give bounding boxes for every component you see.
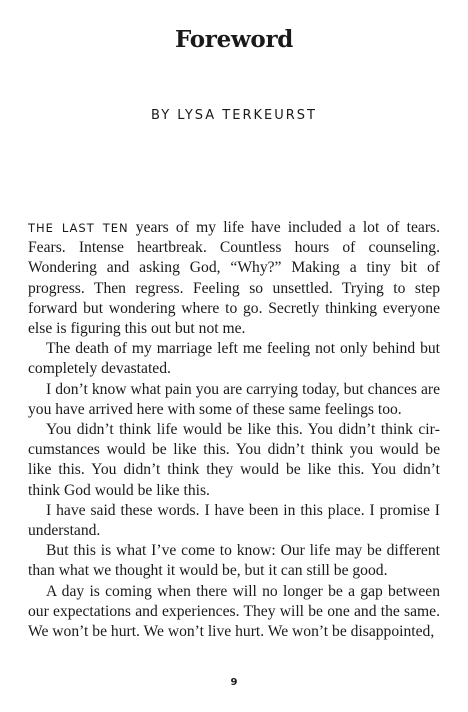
paragraph: I don’t know what pain you are carrying today, but chances are you have arrived here with some of these same feelings too.	[28, 380, 440, 418]
paragraph-text: years of my life have included a lot of tears. Fears. Intense heartbreak. Countless hours of counseling. Wondering and asking God, “Why?” Making a tiny bit of progress. Then regress. Feeling so unsettled. Trying to step forward but wondering where to go. Secretly thinking everyone else is figuring this out but not me.	[28, 219, 440, 338]
author-byline: BY LYSA TERKEURST	[151, 108, 317, 123]
page-number: 9	[230, 677, 238, 688]
paragraph	[28, 218, 440, 339]
lead-in-small-caps: THE LAST TEN	[28, 221, 129, 235]
paragraph: I have said these words. I have been in this place. I promise I understand.	[28, 501, 440, 540]
body-text	[28, 218, 440, 642]
paragraph: You didn’t think life would be like this. You didn’t think circumstances would be like this. You didn’t think you would be like this. You didn’t think they would be like this. You didn’t think God would be like this.	[28, 421, 440, 499]
paragraph: But this is what I’ve come to know: Our life may be different than what we thought it would be, but it can still be good.	[28, 542, 440, 580]
paragraph: The death of my marriage left me feeling not only behind but completely devastated.	[28, 340, 440, 378]
chapter-title: Foreword	[174, 26, 294, 53]
paragraph: A day is coming when there will no longer be a gap between our expectations and experiences. They will be one and the same. We won’t be hurt. We won’t live hurt. We won’t be disappointed,	[28, 582, 440, 641]
